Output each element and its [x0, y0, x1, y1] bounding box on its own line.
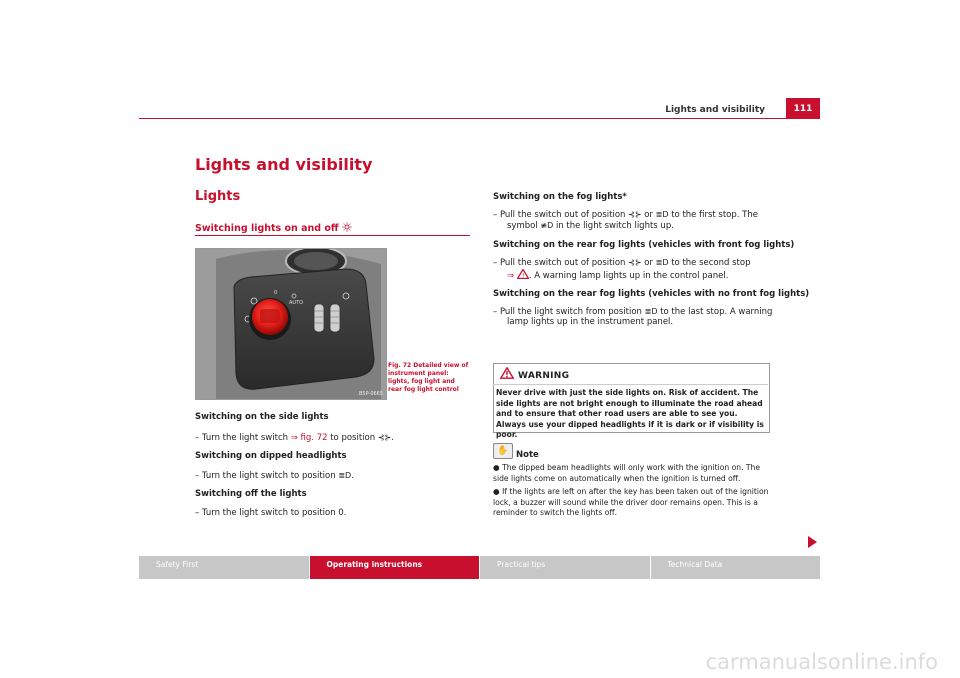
side-lights-heading: Switching on the side lights [195, 412, 329, 422]
fog-light-icon: ≢D [540, 221, 554, 230]
fog-step-text-a: – Pull the switch out of position [493, 210, 629, 220]
sidelight-icon: ⊰⊱ [628, 258, 642, 267]
rear-fog-nofront-step-line2: lamp lights up in the instrument panel. [507, 317, 674, 327]
header-rule [139, 118, 820, 119]
fog-step-text-b: to the first stop. The [668, 210, 758, 220]
fog-lights-step-line2 [507, 220, 674, 232]
figure-code: B5P-0665 [359, 391, 384, 397]
svg-text:!: ! [521, 272, 525, 279]
footer-tab-technical-data[interactable]: Technical Data [650, 556, 821, 579]
fog-step-text-d: in the light switch lights up. [553, 221, 674, 231]
rear-front-step-text-a: – Pull the switch out of position [493, 258, 629, 268]
chapter-title: Lights and visibility [195, 155, 373, 174]
rear-nofront-step-text-a: – Pull the light switch from position [493, 307, 645, 317]
rear-front-step-text-b: to the second stop [668, 258, 751, 268]
bullet-icon: ● [493, 487, 500, 496]
light-switch-illustration [196, 249, 386, 399]
footer-tab-practical-tips[interactable]: Practical tips [479, 556, 650, 579]
sidelight-icon: ⊰⊱ [628, 210, 642, 219]
fog-step-or: or [641, 210, 656, 220]
side-lights-step [195, 432, 394, 444]
dipped-beam-icon: ≣D [655, 258, 669, 267]
fog-step-text-c: symbol [507, 221, 541, 231]
lights-off-step: – Turn the light switch to position 0. [195, 508, 347, 518]
light-switch-photo [195, 248, 387, 400]
note-hand-icon: ✋ [493, 443, 513, 459]
side-lights-step-text-2: to position [327, 433, 378, 443]
footer-tab-operating-instructions[interactable]: Operating instructions [309, 556, 480, 579]
dipped-headlights-step-text: – Turn the light switch to position [195, 471, 339, 481]
figure-72-link[interactable]: ⇒ fig. 72 [290, 433, 328, 443]
warning-triangle-icon [500, 367, 514, 379]
warning-text: Never drive with just the side lights on. Risk of accident. The side lights are not bright enough to illuminate the road ahead and to ensure that other road users are able to see you. Always use your dipped headlights if it is dark or if visibility is poor. [496, 388, 764, 439]
figure-caption: Fig. 72 Detailed view of instrument panel: lights, fog light and rear fog light control [388, 362, 469, 393]
watermark: carmanualsonline.info [705, 650, 938, 674]
rear-fog-front-step-line1 [493, 257, 750, 269]
bullet-icon: ● [493, 463, 500, 472]
warning-title: WARNING [518, 371, 570, 381]
page-number: 111 [786, 98, 820, 118]
dipped-headlights-step [195, 470, 354, 482]
rear-nofront-step-text-b: to the last stop. A warning [657, 307, 773, 317]
subsection-rule [195, 235, 470, 236]
lights-off-heading: Switching off the lights [195, 489, 307, 499]
dipped-headlights-heading: Switching on dipped headlights [195, 451, 347, 461]
subsection-title-text: Switching lights on and off [195, 223, 339, 234]
running-header-title: Lights and visibility [665, 105, 765, 115]
rear-fog-front-step-line2 [507, 269, 728, 282]
side-lights-step-text: – Turn the light switch [195, 433, 291, 443]
sun-lamp-icon [342, 222, 352, 232]
sidelight-icon: ⊰⊱ [377, 433, 392, 442]
warning-rule [493, 384, 768, 385]
rear-fog-nofront-heading: Switching on the rear fog lights (vehicles with no front fog lights) [493, 289, 810, 299]
dipped-beam-icon: ≣D [338, 471, 352, 480]
section-title: Lights [195, 189, 241, 204]
note-item-2-text: If the lights are left on after the key has been taken out of the ignition lock, a buzzer will sound while the driver door remains open. This is a reminder to switch the lights off. [493, 487, 769, 517]
rear-front-step-text-c: . A warning lamp lights up in the control panel. [528, 271, 729, 281]
switch-label-zero: 0 [274, 290, 278, 296]
rear-front-step-or: or [641, 258, 656, 268]
warning-triangle-icon [517, 269, 529, 279]
switch-label-auto: AUTO [289, 300, 304, 306]
next-page-arrow-icon[interactable] [808, 536, 817, 548]
footer-nav [139, 556, 820, 579]
subsection-title [195, 222, 352, 234]
rear-fog-front-heading: Switching on the rear fog lights (vehicles with front fog lights) [493, 240, 795, 250]
note-item-1 [493, 463, 771, 484]
footer-tab-safety-first[interactable]: Safety First [139, 556, 309, 579]
note-item-2 [493, 487, 771, 519]
fog-lights-heading: Switching on the fog lights* [493, 192, 627, 202]
dipped-beam-icon: ≣D [644, 307, 658, 316]
side-lights-step-end: . [391, 433, 394, 443]
dipped-beam-icon: ≣D [655, 210, 669, 219]
warning-ref-arrow[interactable]: ⇒ [507, 271, 517, 281]
note-item-1-text: The dipped beam headlights will only work with the ignition on. The side lights come on automatically when the ignition is turned off. [493, 463, 761, 483]
dipped-headlights-step-end: . [351, 471, 354, 481]
note-title: Note [516, 450, 539, 460]
